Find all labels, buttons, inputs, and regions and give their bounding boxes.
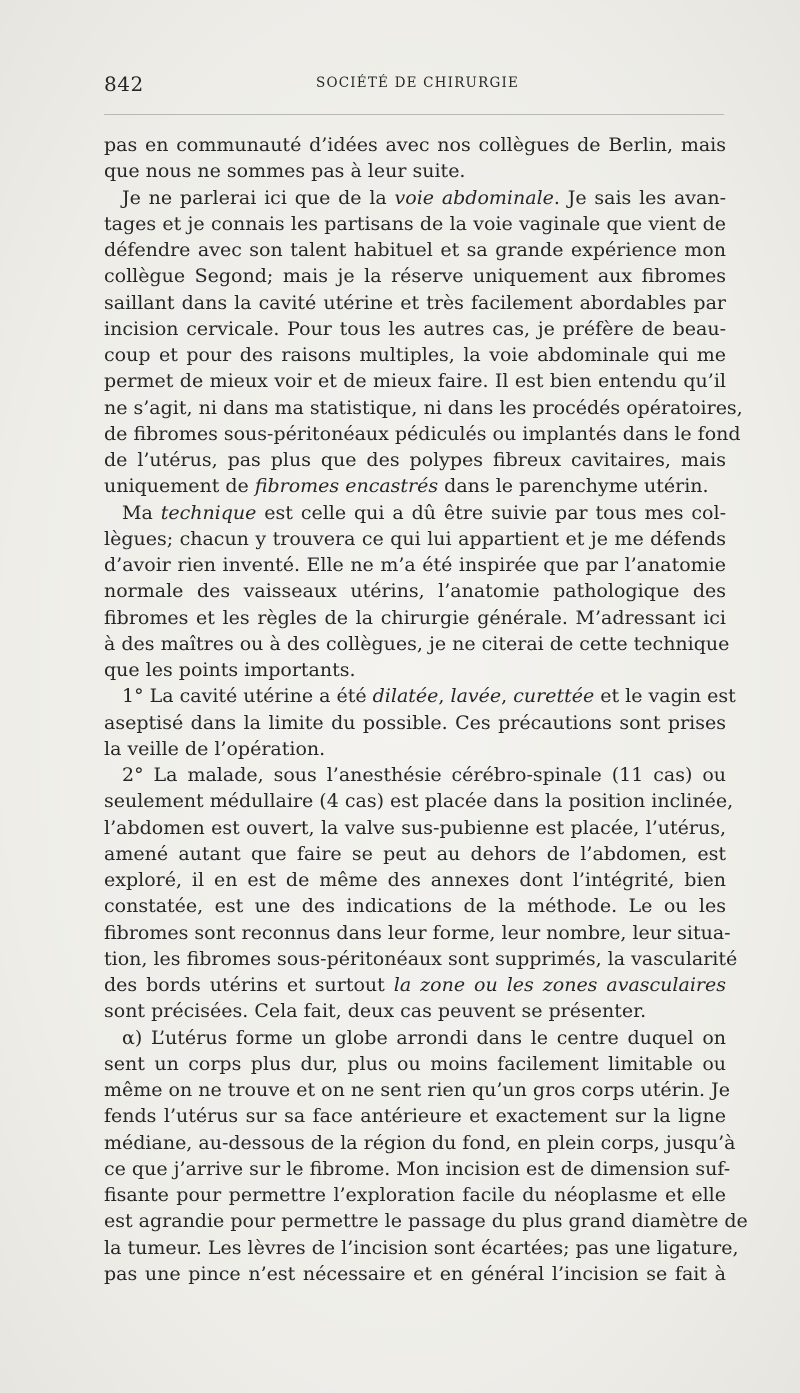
text-line	[104, 395, 743, 421]
italic-text: curettée	[513, 685, 595, 708]
text-run: d’avoir rien inventé. Elle ne m’a été inspirée que par l’anatomie	[104, 554, 726, 576]
text-line	[104, 683, 736, 709]
text-line	[104, 132, 726, 158]
text-line	[104, 946, 738, 972]
text-run: et le vagin est	[594, 685, 736, 708]
text-line	[104, 710, 726, 736]
text-line	[104, 631, 730, 657]
text-line	[104, 500, 726, 526]
text-run: collègue Segond; mais je la réserve uniquement aux fibromes	[104, 265, 726, 288]
italic-text: technique	[160, 501, 257, 524]
text-line	[104, 762, 726, 788]
text-line	[104, 578, 726, 604]
text-run: amené autant que faire se peut au dehors de l’abdomen, est	[104, 842, 726, 865]
text-line	[104, 1156, 731, 1182]
text-run: normale des vaisseaux utérins, l’anatomie pathologique des	[104, 580, 726, 603]
text-run: de l’utérus, pas plus que des polypes fibreux cavitaires, mais	[104, 449, 726, 471]
text-run: la veille de l’opération.	[104, 737, 326, 760]
text-run: seulement médullaire (4 cas) est placée dans la position inclinée,	[104, 790, 734, 813]
text-line	[104, 867, 726, 893]
italic-text: la zone ou les zones avasculaires	[393, 974, 726, 996]
text-run: 1° La cavité utérine a été	[122, 685, 373, 708]
text-line	[104, 473, 726, 499]
italic-text: fibromes encastrés	[254, 475, 439, 498]
text-run: ,	[438, 685, 451, 708]
text-run: Je ne parlerai ici que de la	[122, 186, 395, 209]
text-run: même on ne trouve et on ne sent rien qu’un gros corps utérin. Je	[104, 1079, 730, 1101]
text-line	[104, 342, 726, 368]
text-run: coup et pour des raisons multiples, la voie abdominale qui me	[104, 344, 726, 366]
text-line	[104, 421, 741, 447]
text-run: est agrandie pour permettre le passage du plus grand diamètre de	[104, 1210, 748, 1233]
text-run: tion, les fibromes sous-péritonéaux sont supprimés, la vascularité	[104, 947, 738, 970]
text-line	[104, 1103, 726, 1129]
text-run: que nous ne sommes pas à leur suite.	[104, 160, 466, 183]
text-run: des bords utérins et surtout	[104, 974, 394, 996]
text-line	[104, 972, 726, 998]
italic-text: voie abdominale	[394, 186, 554, 209]
text-run: pas en communauté d’idées avec nos collègues de Berlin, mais	[104, 134, 726, 156]
text-run: défendre avec son talent habituel et sa grande expérience mon	[104, 239, 726, 261]
text-line	[104, 290, 726, 316]
text-run: Ma	[122, 501, 161, 524]
text-run: sont précisées. Cela fait, deux cas peuvent se présenter.	[104, 1000, 647, 1023]
text-line	[104, 788, 734, 814]
text-run: fisante pour permettre l’exploration facile du néoplasme et elle	[104, 1184, 726, 1206]
text-run: tages et je connais les partisans de la voie vaginale que vient de	[104, 212, 726, 235]
text-line	[104, 815, 726, 841]
text-line	[104, 1261, 726, 1287]
text-line	[104, 1208, 748, 1234]
text-line	[104, 920, 731, 946]
text-run: de fibromes sous-péritonéaux pédiculés ou implantés dans le fond	[104, 422, 741, 445]
text-line	[104, 657, 726, 683]
text-line	[104, 1051, 726, 1077]
page-number: 842	[104, 72, 144, 96]
text-line	[104, 526, 726, 552]
text-run: uniquement de	[104, 475, 255, 498]
text-line	[104, 841, 726, 867]
text-run: ce que j’arrive sur le fibrome. Mon incision est de dimension suf-	[104, 1157, 731, 1180]
text-run: 2° La malade, sous l’anesthésie cérébro-spinale (11 cas) ou	[122, 764, 726, 786]
text-line	[104, 447, 726, 473]
body-text	[104, 132, 748, 1287]
text-run: l’abdomen est ouvert, la valve sus-pubienne est placée, l’utérus,	[104, 816, 726, 839]
text-run: dans le parenchyme utérin.	[438, 475, 709, 498]
text-line	[104, 893, 726, 919]
text-line	[104, 998, 726, 1024]
page-header	[104, 70, 726, 96]
running-head: SOCIÉTÉ DE CHIRURGIE	[316, 75, 520, 91]
text-run: ,	[501, 685, 514, 708]
text-line	[104, 158, 726, 184]
text-line	[104, 605, 726, 631]
text-line	[104, 552, 726, 578]
text-run: médiane, au-dessous de la région du fond, en plein corps, jusqu’à	[104, 1131, 736, 1154]
text-run: saillant dans la cavité utérine et très facilement abordables par	[104, 291, 726, 314]
text-line	[104, 1182, 726, 1208]
text-run: la tumeur. Les lèvres de l’incision sont écartées; pas une ligature,	[104, 1236, 739, 1259]
italic-text: dilatée	[372, 685, 439, 708]
text-line	[104, 263, 726, 289]
text-run: α) L’utérus forme un globe arrondi dans le centre duquel on	[122, 1026, 726, 1049]
text-run: aseptisé dans la limite du possible. Ces précautions sont prises	[104, 711, 726, 734]
text-run: à des maîtres ou à des collègues, je ne citerai de cette technique	[104, 632, 730, 655]
text-run: sent un corps plus dur, plus ou moins facilement limitable ou	[104, 1052, 726, 1075]
text-line	[104, 1077, 730, 1103]
text-line	[104, 211, 726, 237]
text-run: exploré, il en est de même des annexes dont l’intégrité, bien	[104, 869, 726, 891]
text-run: permet de mieux voir et de mieux faire. Il est bien entendu qu’il	[104, 370, 726, 393]
text-line	[104, 316, 726, 342]
text-run: incision cervicale. Pour tous les autres cas, je préfère de beau-	[104, 317, 726, 340]
text-line	[104, 185, 726, 211]
text-run: fends l’utérus sur sa face antérieure et exactement sur la ligne	[104, 1105, 726, 1128]
text-run: ne s’agit, ni dans ma statistique, ni dans les procédés opératoires,	[104, 396, 743, 419]
text-line	[104, 368, 726, 394]
text-line	[104, 1025, 726, 1051]
text-line	[104, 237, 726, 263]
text-run: constatée, est une des indications de la méthode. Le ou les	[104, 895, 726, 918]
text-run: pas une pince n’est nécessaire et en général l’incision se fait à	[104, 1262, 726, 1285]
text-run: fibromes sont reconnus dans leur forme, leur nombre, leur situa-	[104, 921, 731, 944]
text-run: est celle qui a dû être suivie par tous mes col-	[256, 501, 726, 524]
text-run: lègues; chacun y trouvera ce qui lui appartient et je me défends	[104, 527, 726, 550]
header-rule	[104, 114, 724, 115]
text-line	[104, 736, 726, 762]
text-run: fibromes et les règles de la chirurgie générale. M’adressant ici	[104, 606, 726, 629]
text-line	[104, 1235, 739, 1261]
text-run: . Je sais les avan-	[553, 186, 726, 209]
italic-text: lavée	[450, 685, 502, 708]
text-line	[104, 1130, 736, 1156]
text-run: que les points importants.	[104, 659, 356, 681]
